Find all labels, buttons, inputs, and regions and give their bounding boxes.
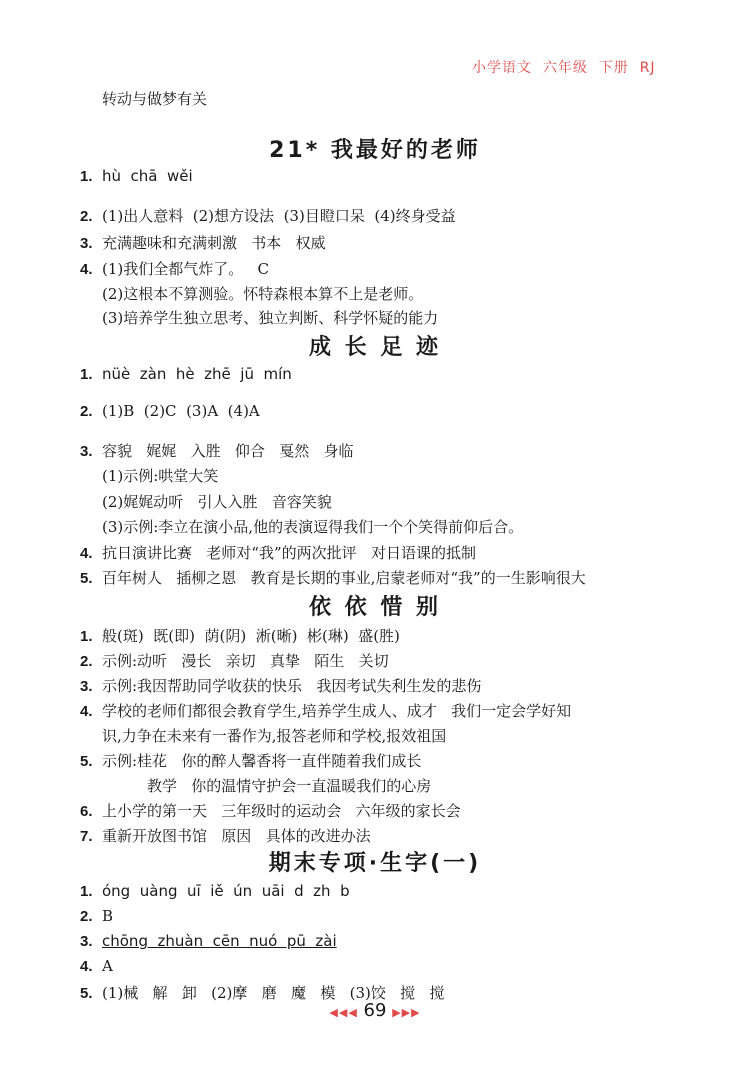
answer-line	[80, 365, 292, 383]
answer-line	[80, 650, 389, 671]
answer-text: 示例:动听 漫长 亲切 真挚 陌生 关切	[102, 652, 389, 670]
answer-text: 示例:桂花 你的醉人馨香将一直伴随着我们成长	[102, 752, 422, 770]
answer-line	[80, 882, 350, 900]
answer-line	[80, 567, 586, 588]
answer-text: (2)娓娓动听 引人入胜 音容笑貌	[102, 493, 332, 511]
answer-line	[80, 675, 481, 696]
answer-line	[102, 516, 523, 537]
question-number: 1.	[80, 366, 93, 383]
answer-line	[80, 167, 193, 185]
answer-line	[147, 775, 431, 796]
answer-text: (2)这根本不算测验。怀特森根本算不上是老师。	[102, 285, 424, 303]
answer-text: chōng zhuàn cēn nuó pū zài	[102, 932, 337, 950]
answer-text: B	[102, 907, 114, 925]
answer-text: (1)B (2)C (3)A (4)A	[102, 402, 260, 420]
answer-line	[80, 700, 571, 721]
page-number-text: 69	[363, 1000, 387, 1021]
answer-text: nüè zàn hè zhē jū mín	[102, 365, 292, 383]
answer-text: 学校的老师们都很会教育学生,培养学生成人、成才 我们一定会学好知	[102, 702, 572, 720]
question-number: 4.	[80, 958, 93, 975]
question-number: 3.	[80, 678, 93, 695]
answer-line	[80, 825, 371, 846]
question-number: 4.	[80, 545, 93, 562]
section-title: 21* 我最好的老师	[269, 138, 481, 163]
answer-text: 识,力争在未来有一番作为,报答老师和学校,报效祖国	[102, 727, 447, 745]
answer-text: (1)示例:哄堂大笑	[102, 467, 219, 485]
answer-text: (3)示例:李立在演小品,他的表演逗得我们一个个笑得前仰后合。	[102, 518, 524, 536]
answer-line	[102, 307, 438, 328]
left-arrows-icon: ◀◀◀	[329, 1006, 358, 1019]
answer-text: 般(斑) 既(即) 荫(阴) 淅(晰) 彬(琳) 盛(胜)	[102, 627, 400, 645]
answer-line	[102, 88, 207, 109]
question-number: 6.	[80, 803, 93, 820]
section-title: 依 依 惜 别	[309, 595, 441, 620]
answer-text: (1)我们全都气炸了。 C	[102, 260, 270, 278]
answer-line	[80, 232, 326, 253]
question-number: 3.	[80, 235, 93, 252]
answer-text: hù chā wěi	[102, 167, 193, 185]
right-arrows-icon: ▶▶▶	[392, 1006, 421, 1019]
question-number: 7.	[80, 828, 93, 845]
question-number: 4.	[80, 703, 93, 720]
answer-text: (1)出人意料 (2)想方设法 (3)目瞪口呆 (4)终身受益	[102, 207, 456, 225]
question-number: 5.	[80, 985, 93, 1002]
answer-line	[80, 625, 400, 646]
answer-text: 百年树人 插柳之恩 教育是长期的事业,启蒙老师对“我”的一生影响很大	[102, 569, 586, 587]
answer-line	[102, 725, 446, 746]
question-number: 1.	[80, 168, 93, 185]
answer-text: 教学 你的温情守护会一直温暖我们的心房	[147, 777, 432, 795]
answer-text: 容貌 娓娓 入胜 仰合 戛然 身临	[102, 442, 354, 460]
answer-line	[80, 957, 113, 975]
answer-text: 充满趣味和充满刺激 书本 权威	[102, 234, 326, 252]
answer-line	[80, 542, 476, 563]
answer-line	[80, 750, 421, 771]
page-number	[0, 1000, 750, 1021]
answer-text: 转动与做梦有关	[102, 90, 208, 108]
question-number: 5.	[80, 570, 93, 587]
answer-text: 重新开放图书馆 原因 具体的改进办法	[102, 827, 371, 845]
answer-text: 抗日演讲比赛 老师对“我”的两次批评 对日语课的抵制	[102, 544, 476, 562]
question-number: 2.	[80, 208, 93, 225]
question-number: 1.	[80, 628, 93, 645]
answer-text: óng uàng uī iě ún uāi d zh b	[102, 882, 350, 900]
answer-text: A	[102, 957, 113, 975]
question-number: 2.	[80, 908, 93, 925]
answer-line	[80, 907, 113, 925]
question-number: 3.	[80, 933, 93, 950]
answer-text: (3)培养学生独立思考、独立判断、科学怀疑的能力	[102, 309, 439, 327]
section-title: 成 长 足 迹	[309, 335, 441, 360]
answer-line	[102, 465, 218, 486]
answer-line	[80, 932, 337, 950]
question-number: 2.	[80, 653, 93, 670]
answer-text: 示例:我因帮助同学收获的快乐 我因考试失利生发的悲伤	[102, 677, 482, 695]
book-header: 小学语文 六年级 下册 RJ	[472, 60, 656, 76]
answer-line	[80, 205, 456, 226]
answer-line	[80, 258, 269, 279]
answer-text: 上小学的第一天 三年级时的运动会 六年级的家长会	[102, 802, 461, 820]
answer-line	[80, 440, 354, 461]
answer-line	[80, 402, 260, 420]
question-number: 5.	[80, 753, 93, 770]
question-number: 3.	[80, 443, 93, 460]
answer-line	[80, 800, 461, 821]
answer-text: (1)械 解 卸 (2)摩 磨 魔 模 (3)饺 搅 搅	[102, 984, 445, 1002]
question-number: 1.	[80, 883, 93, 900]
answer-line	[102, 283, 423, 304]
question-number: 2.	[80, 403, 93, 420]
answer-line	[102, 491, 332, 512]
question-number: 4.	[80, 261, 93, 278]
section-title: 期末专项·生字(一)	[268, 851, 482, 876]
